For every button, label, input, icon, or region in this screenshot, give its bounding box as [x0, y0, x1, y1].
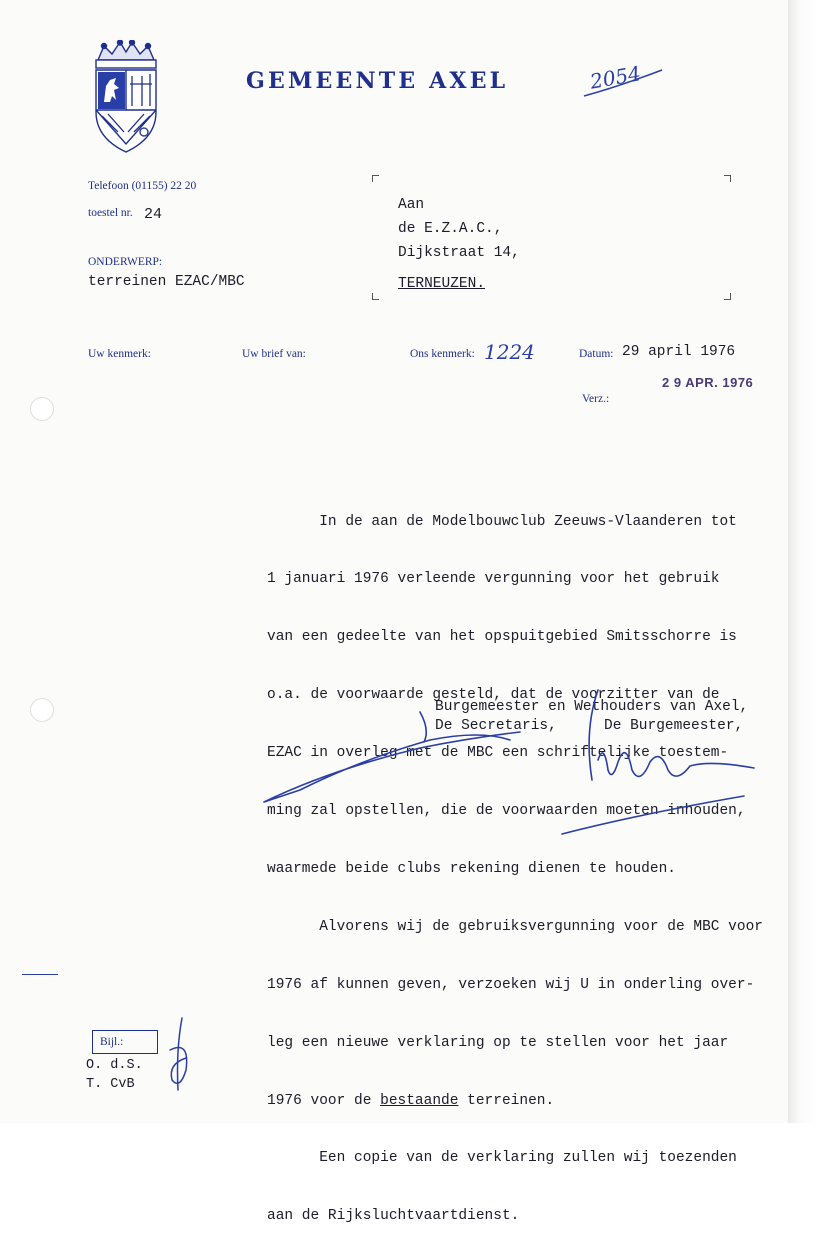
recipient-line: Dijkstraat 14, [398, 245, 520, 261]
date-stamp: 2 9 APR. 1976 [662, 375, 754, 390]
body-line: 1976 af kunnen geven, verzoeken wij U in onderling over- [267, 976, 755, 993]
coat-of-arms-logo [90, 40, 162, 155]
copy-recipient: T. CvB [86, 1077, 135, 1092]
phone-label: Telefoon (01155) 22 20 [88, 180, 197, 192]
body-line: ming zal opstellen, die de voorwaarden moeten inhouden, [267, 803, 746, 820]
subject-label: ONDERWERP: [88, 256, 163, 268]
closing-line: Burgemeester en Wethouders van Axel, [435, 699, 749, 715]
datum-label: Datum: [579, 348, 614, 360]
uw-kenmerk-label: Uw kenmerk: [88, 348, 151, 360]
body-line: In de aan de Modelbouwclub Zeeuws-Vlaanderen tot [267, 513, 737, 530]
uw-brief-label: Uw brief van: [242, 348, 306, 360]
handwritten-number: 2054 [588, 61, 643, 94]
margin-mark [22, 974, 58, 975]
body-line: Alvorens wij de gebruiksvergunning voor de MBC voor [267, 918, 763, 935]
copy-recipient: O. d.S. [86, 1058, 143, 1073]
body-line: 1 januari 1976 verleende vergunning voor het gebruik [267, 571, 720, 588]
address-corner [724, 293, 731, 300]
secretary-label: De Secretaris, [435, 718, 557, 734]
body-line: Een copie van de verklaring zullen wij toezenden [267, 1150, 737, 1167]
body-line: waarmede beide clubs rekening dienen te houden. [267, 860, 676, 877]
underlined-word: bestaande [380, 1092, 459, 1109]
scan-edge [788, 0, 816, 1123]
recipient-line: Aan [398, 197, 425, 213]
letter-body [267, 474, 763, 1246]
subject-value: terreinen EZAC/MBC [88, 274, 245, 290]
ons-kenmerk-value: 1224 [484, 340, 535, 364]
mayor-label: De Burgemeester, [604, 718, 744, 734]
verz-label: Verz.: [582, 393, 610, 405]
extension-label: toestel nr. [88, 207, 133, 219]
extension-value: 24 [144, 206, 163, 223]
punch-hole-top [30, 397, 54, 421]
ons-kenmerk-label: Ons kenmerk: [410, 348, 475, 360]
body-line: leg een nieuwe verklaring op te stellen voor het jaar [267, 1034, 729, 1051]
address-corner [372, 175, 379, 182]
body-line: van een gedeelte van het opspuitgebied Smitsschorre is [267, 629, 737, 646]
body-line: EZAC in overleg met de MBC een schriftelijke toestem- [267, 745, 729, 762]
body-line: 1976 voor de bestaande terreinen. [267, 1092, 555, 1109]
address-corner [372, 293, 379, 300]
body-line: aan de Rijksluchtvaartdienst. [267, 1208, 520, 1225]
attachments-label: Bijl.: [100, 1036, 124, 1048]
datum-value: 29 april 1976 [622, 344, 736, 360]
recipient-city: TERNEUZEN. [398, 276, 486, 292]
municipality-title: GEMEENTE AXEL [246, 68, 509, 94]
punch-hole-bottom [30, 698, 54, 722]
address-corner [724, 175, 731, 182]
body-line: o.a. de voorwaarde gesteld, dat de voorzitter van de [267, 687, 720, 704]
recipient-line: de E.Z.A.C., [398, 221, 503, 237]
